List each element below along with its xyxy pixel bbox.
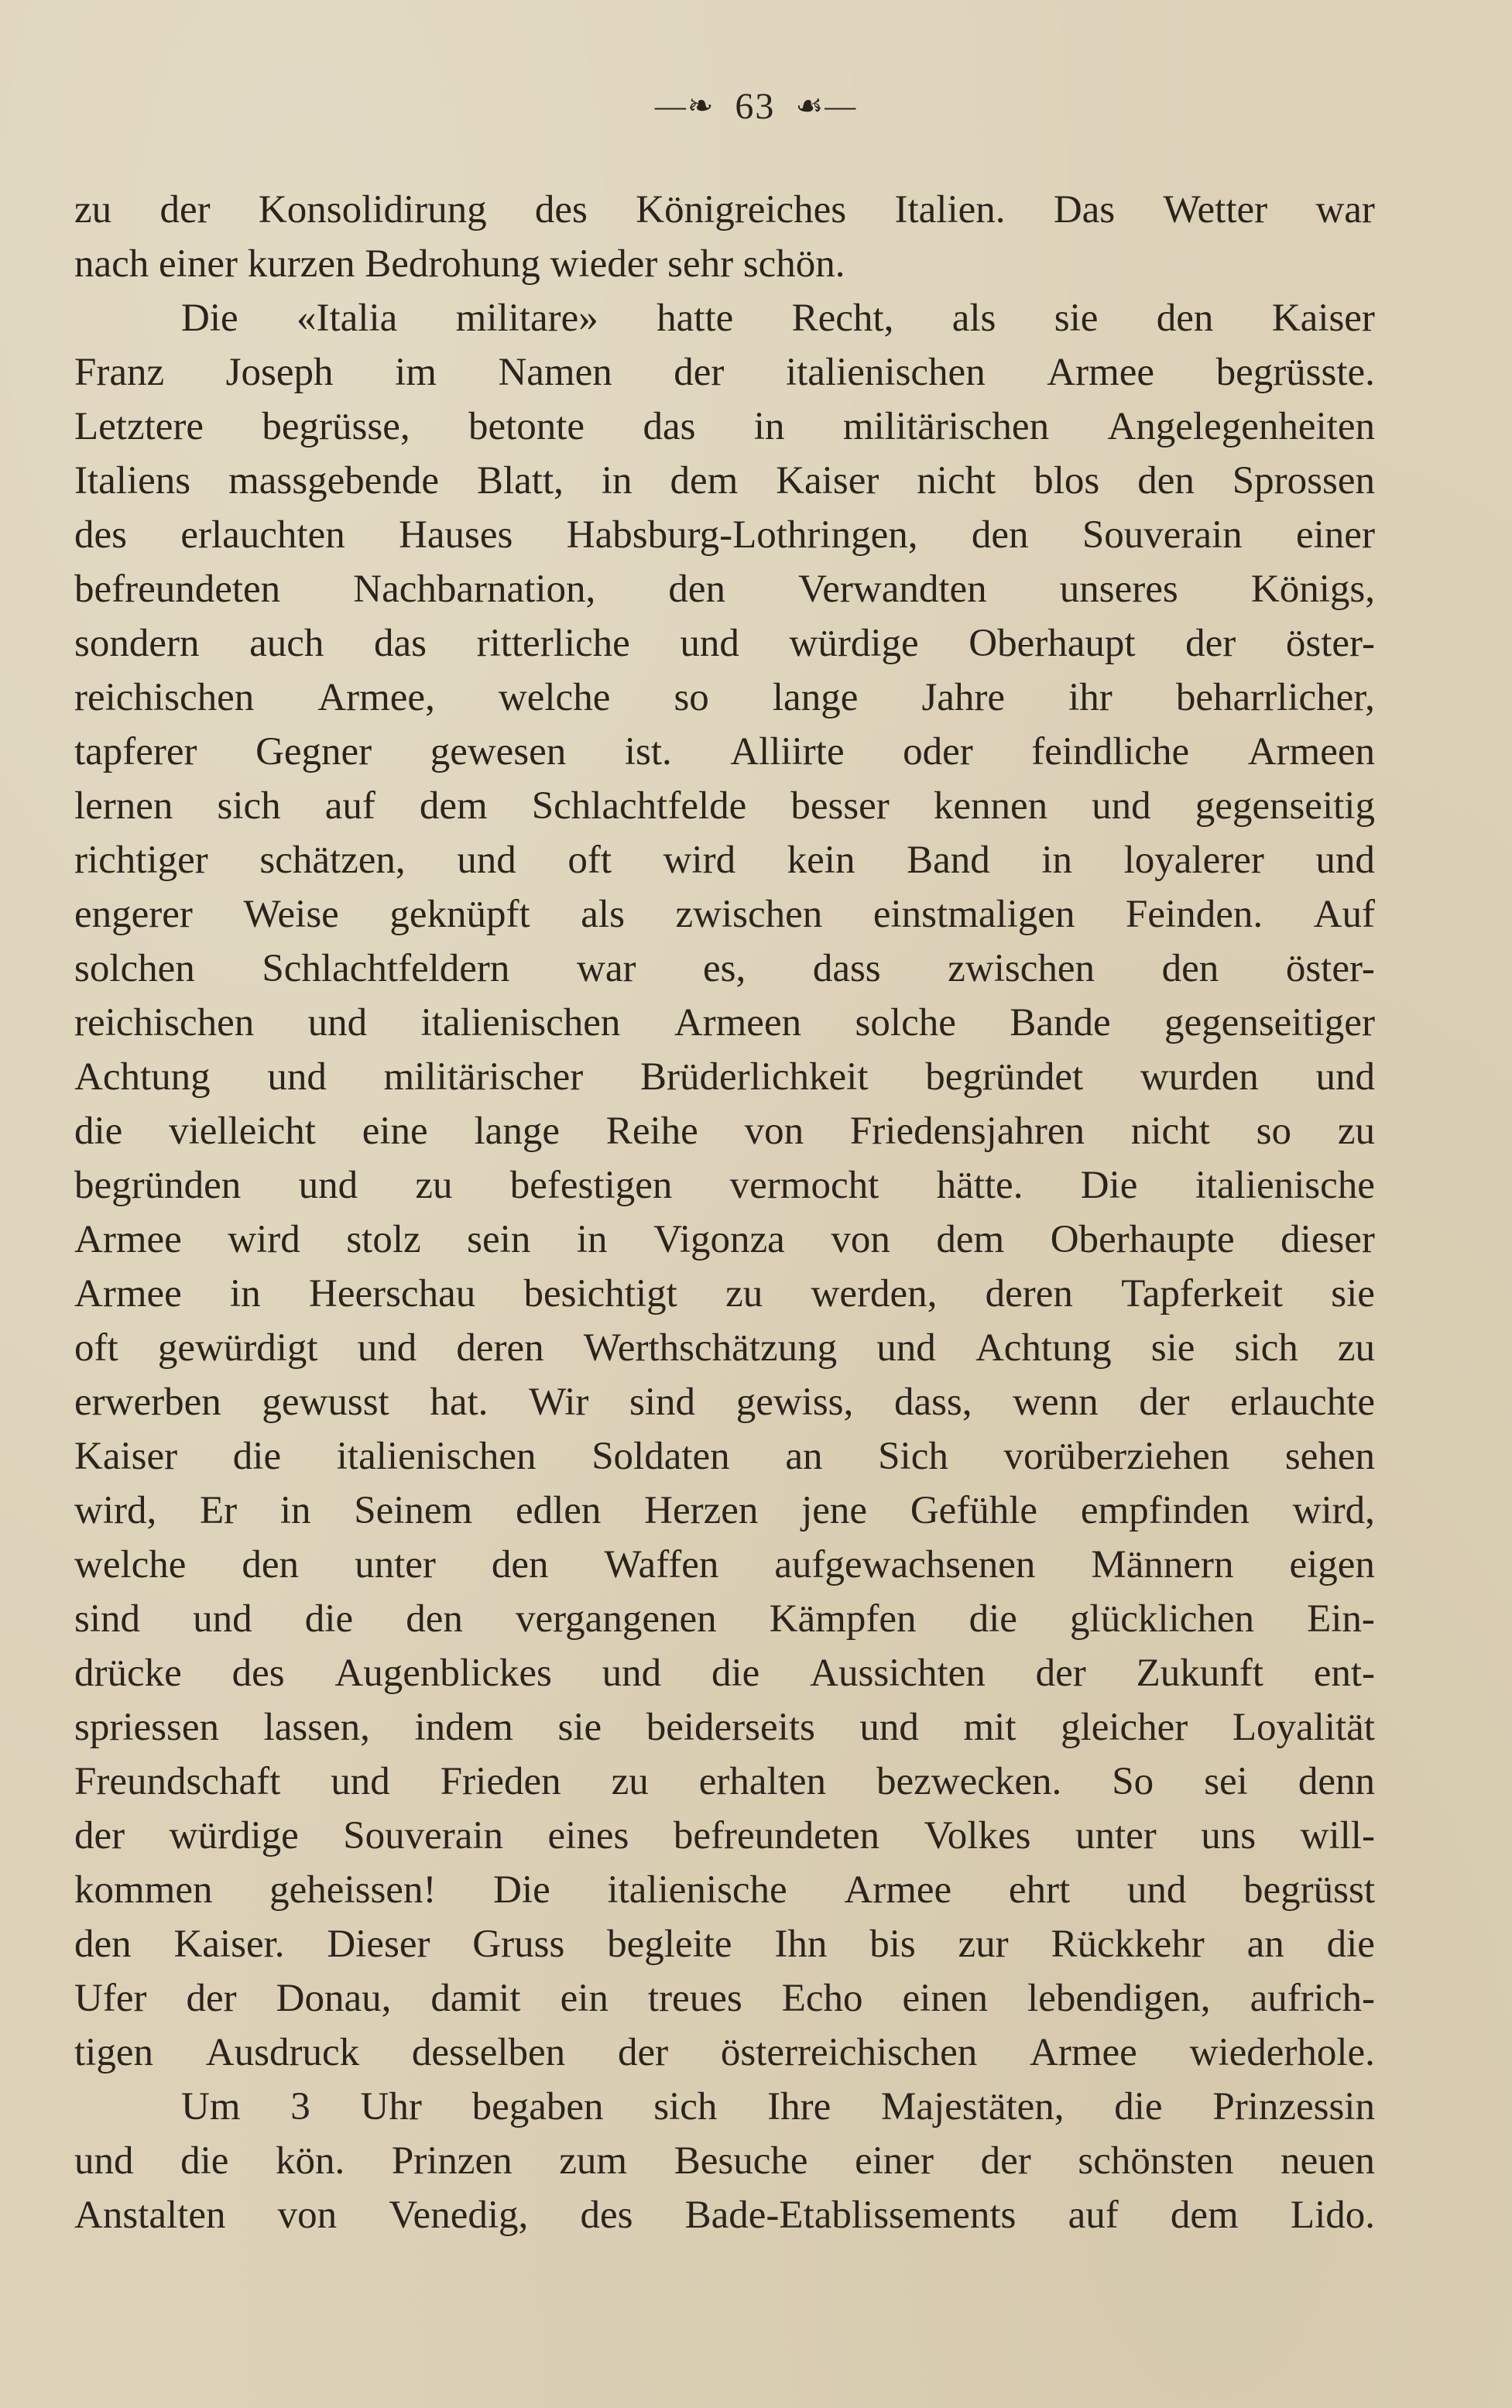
text-line: zu der Konsolidirung des Königreiches Italien. Das Wetter war	[74, 188, 1375, 232]
text-line: sondern auch das ritterliche und würdige Oberhaupt der öster-	[74, 622, 1375, 665]
text-line: drücke des Augenblickes und die Aussichten der Zukunft ent-	[74, 1652, 1375, 1695]
text-line: sind und die den vergangenen Kämpfen die glücklichen Ein-	[74, 1597, 1375, 1641]
text-line: nach einer kurzen Bedrohung wieder sehr schön.	[74, 242, 845, 286]
text-line: engerer Weise geknüpft als zwischen einstmaligen Feinden. Auf	[74, 893, 1375, 936]
text-line: erwerben gewusst hat. Wir sind gewiss, dass, wenn der erlauchte	[74, 1381, 1375, 1424]
text-line: tigen Ausdruck desselben der österreichischen Armee wiederhole.	[74, 2031, 1375, 2074]
text-line: Ufer der Donau, damit ein treues Echo einen lebendigen, aufrich-	[74, 1977, 1375, 2020]
text-line: tapferer Gegner gewesen ist. Alliirte oder feindliche Armeen	[74, 730, 1375, 774]
page-number: 63	[735, 86, 776, 127]
text-line: reichischen und italienischen Armeen solche Bande gegenseitiger	[74, 1001, 1375, 1044]
text-line: Um 3 Uhr begaben sich Ihre Majestäten, die Prinzessin	[181, 2085, 1375, 2128]
page-header	[0, 84, 1512, 132]
text-line: Franz Joseph im Namen der italienischen Armee begrüsste.	[74, 351, 1375, 394]
text-line: der würdige Souverain eines befreundeten Volkes unter uns will-	[74, 1814, 1375, 1857]
text-line: welche den unter den Waffen aufgewachsenen Männern eigen	[74, 1543, 1375, 1586]
right-ornament: ☙—	[795, 88, 858, 123]
body-text	[74, 183, 1375, 2242]
text-line: die vielleicht eine lange Reihe von Friedensjahren nicht so zu	[74, 1110, 1375, 1153]
text-line: Freundschaft und Frieden zu erhalten bezwecken. So sei denn	[74, 1760, 1375, 1803]
text-line: Kaiser die italienischen Soldaten an Sich vorüberziehen sehen	[74, 1435, 1375, 1478]
text-line: richtiger schätzen, und oft wird kein Band in loyalerer und	[74, 839, 1375, 882]
text-line: Letztere begrüsse, betonte das in militärischen Angelegenheiten	[74, 405, 1375, 448]
text-line: wird, Er in Seinem edlen Herzen jene Gefühle empfinden wird,	[74, 1489, 1375, 1532]
text-line: befreundeten Nachbarnation, den Verwandten unseres Königs,	[74, 568, 1375, 611]
text-line: Achtung und militärischer Brüderlichkeit begründet wurden und	[74, 1055, 1375, 1099]
text-line: Die «Italia militare» hatte Recht, als sie den Kaiser	[181, 297, 1375, 340]
text-line: kommen geheissen! Die italienische Armee ehrt und begrüsst	[74, 1868, 1375, 1912]
text-line: spriessen lassen, indem sie beiderseits und mit gleicher Loyalität	[74, 1706, 1375, 1749]
left-ornament: —❧	[654, 88, 715, 123]
text-line: des erlauchten Hauses Habsburg-Lothringen, den Souverain einer	[74, 513, 1375, 557]
text-line: solchen Schlachtfeldern war es, dass zwischen den öster-	[74, 947, 1375, 990]
text-line: begründen und zu befestigen vermocht hätte. Die italienische	[74, 1164, 1375, 1207]
text-line: Anstalten von Venedig, des Bade-Etablissements auf dem Lido.	[74, 2194, 1375, 2237]
text-line: den Kaiser. Dieser Gruss begleite Ihn bis zur Rückkehr an die	[74, 1923, 1375, 1966]
text-line: Italiens massgebende Blatt, in dem Kaiser nicht blos den Sprossen	[74, 459, 1375, 503]
text-line: lernen sich auf dem Schlachtfelde besser kennen und gegenseitig	[74, 784, 1375, 828]
text-line: oft gewürdigt und deren Werthschätzung und Achtung sie sich zu	[74, 1326, 1375, 1370]
text-line: Armee in Heerschau besichtigt zu werden, deren Tapferkeit sie	[74, 1272, 1375, 1315]
text-line: reichischen Armee, welche so lange Jahre ihr beharrlicher,	[74, 676, 1375, 719]
text-line: Armee wird stolz sein in Vigonza von dem Oberhaupte dieser	[74, 1218, 1375, 1261]
text-line: und die kön. Prinzen zum Besuche einer der schönsten neuen	[74, 2139, 1375, 2183]
